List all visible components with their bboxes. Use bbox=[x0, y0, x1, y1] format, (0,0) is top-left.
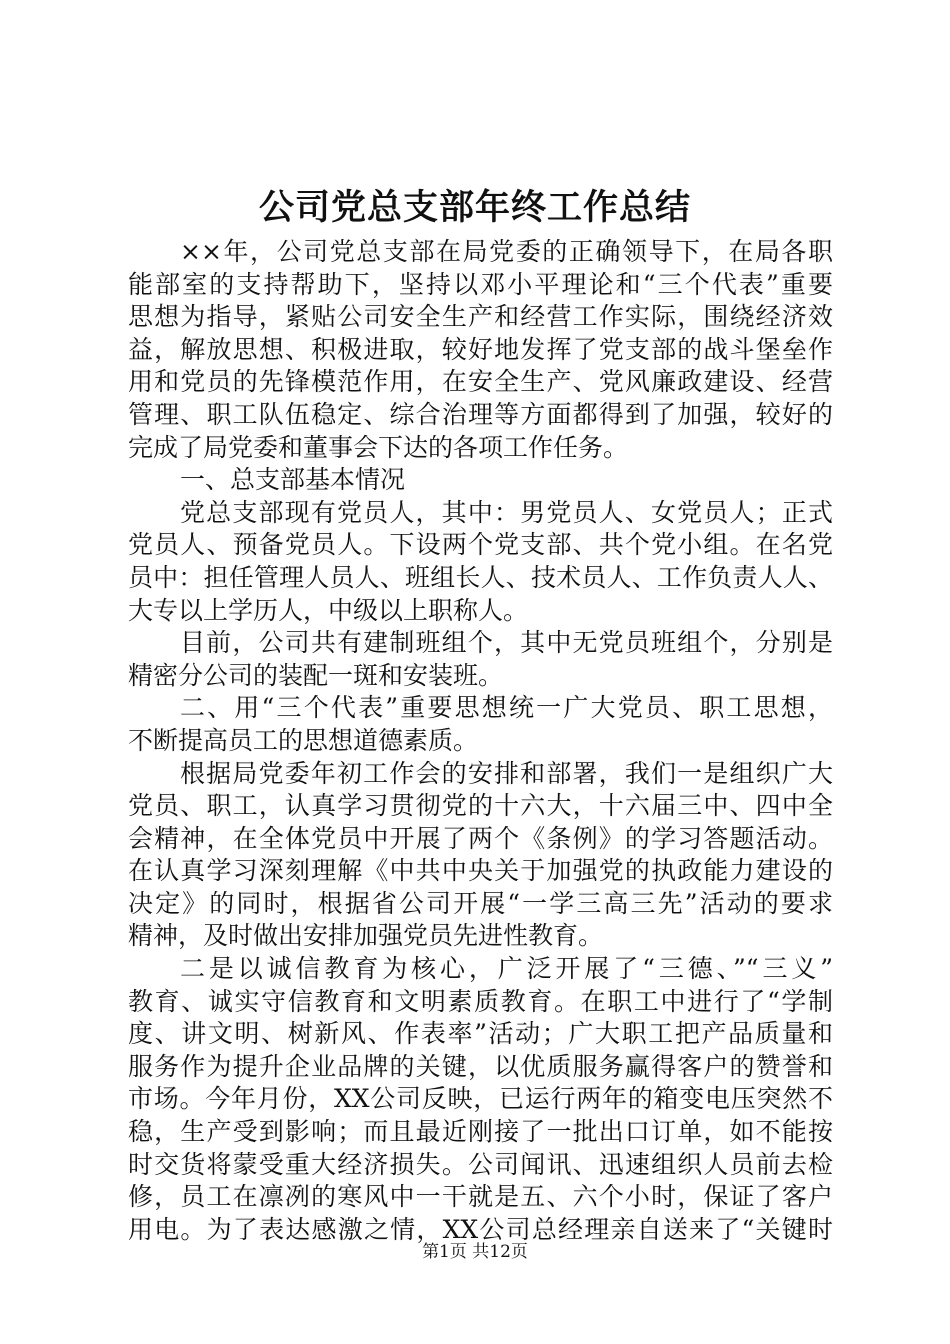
body-line: 党员、职工，认真学习贯彻党的十六大，十六届三中、四中全 bbox=[128, 791, 833, 821]
page-footer: 第1页 共12页 bbox=[422, 1242, 528, 1262]
body-line: 用电。为了表达感激之情，XX公司总经理亲自送来了“关键时 bbox=[128, 1214, 833, 1244]
body-line: 用和党员的先锋模范作用，在安全生产、党风廉政建设、经营 bbox=[128, 367, 833, 397]
body-line: 决定》的同时，根据省公司开展“一学三高三先”活动的要求 bbox=[128, 888, 833, 918]
body-line: 精密分公司的装配一斑和安装班。 bbox=[128, 660, 504, 690]
body-line: 大专以上学历人，中级以上职称人。 bbox=[128, 595, 529, 625]
body-line: 党总支部现有党员人，其中：男党员人、女党员人；正式 bbox=[180, 497, 833, 527]
body-line: 会精神，在全体党员中开展了两个《条例》的学习答题活动。 bbox=[128, 823, 833, 853]
body-line: 完成了局党委和董事会下达的各项工作任务。 bbox=[128, 432, 629, 462]
body-line: 党员人、预备党员人。下设两个党支部、共个党小组。在名党 bbox=[128, 530, 833, 560]
section-heading: 二、用“三个代表”重要思想统一广大党员、职工思想， bbox=[180, 693, 833, 723]
body-line: 教育、诚实守信教育和文明素质教育。在职工中进行了“学制 bbox=[128, 986, 833, 1016]
body-line: 管理、职工队伍稳定、综合治理等方面都得到了加强，较好的 bbox=[128, 399, 833, 429]
body-line: 精神，及时做出安排加强党员先进性教育。 bbox=[128, 921, 604, 951]
body-line: 益，解放思想、积极进取，较好地发挥了党支部的战斗堡垒作 bbox=[128, 334, 833, 364]
document-title: 公司党总支部年终工作总结 bbox=[258, 187, 691, 228]
body-line: 目前，公司共有建制班组个，其中无党员班组个，分别是 bbox=[180, 628, 833, 658]
body-line: 根据局党委年初工作会的安排和部署，我们一是组织广大 bbox=[180, 758, 833, 788]
body-line: 市场。今年月份，XX公司反映，已运行两年的箱变电压突然不 bbox=[128, 1084, 833, 1114]
body-line: 度、讲文明、树新风、作表率”活动；广大职工把产品质量和 bbox=[128, 1019, 833, 1049]
body-line: ××年，公司党总支部在局党委的正确领导下，在局各职 bbox=[180, 237, 833, 266]
body-line: 稳，生产受到影响；而且最近刚接了一批出口订单，如不能按 bbox=[128, 1117, 833, 1147]
body-line: 在认真学习深刻理解《中共中央关于加强党的执政能力建设的 bbox=[128, 856, 833, 886]
body-line: 思想为指导，紧贴公司安全生产和经营工作实际，围绕经济效 bbox=[128, 302, 833, 332]
body-line: 能部室的支持帮助下，坚持以邓小平理论和“三个代表”重要 bbox=[128, 269, 833, 299]
body-line: 时交货将蒙受重大经济损失。公司闻讯、迅速组织人员前去检 bbox=[128, 1149, 833, 1179]
body-line: 员中：担任管理人员人、班组长人、技术员人、工作负责人人、 bbox=[128, 562, 833, 592]
document-body bbox=[128, 236, 833, 1246]
section-heading: 不断提高员工的思想道德素质。 bbox=[128, 725, 479, 755]
body-line: 服务作为提升企业品牌的关键，以优质服务赢得客户的赞誉和 bbox=[128, 1051, 833, 1081]
body-line: 修，员工在凛冽的寒风中一干就是五、六个小时，保证了客户 bbox=[128, 1182, 833, 1212]
section-heading: 一、总支部基本情况 bbox=[180, 465, 406, 495]
body-line: 二是以诚信教育为核心，广泛开展了“三德、”“三义” bbox=[180, 954, 833, 984]
